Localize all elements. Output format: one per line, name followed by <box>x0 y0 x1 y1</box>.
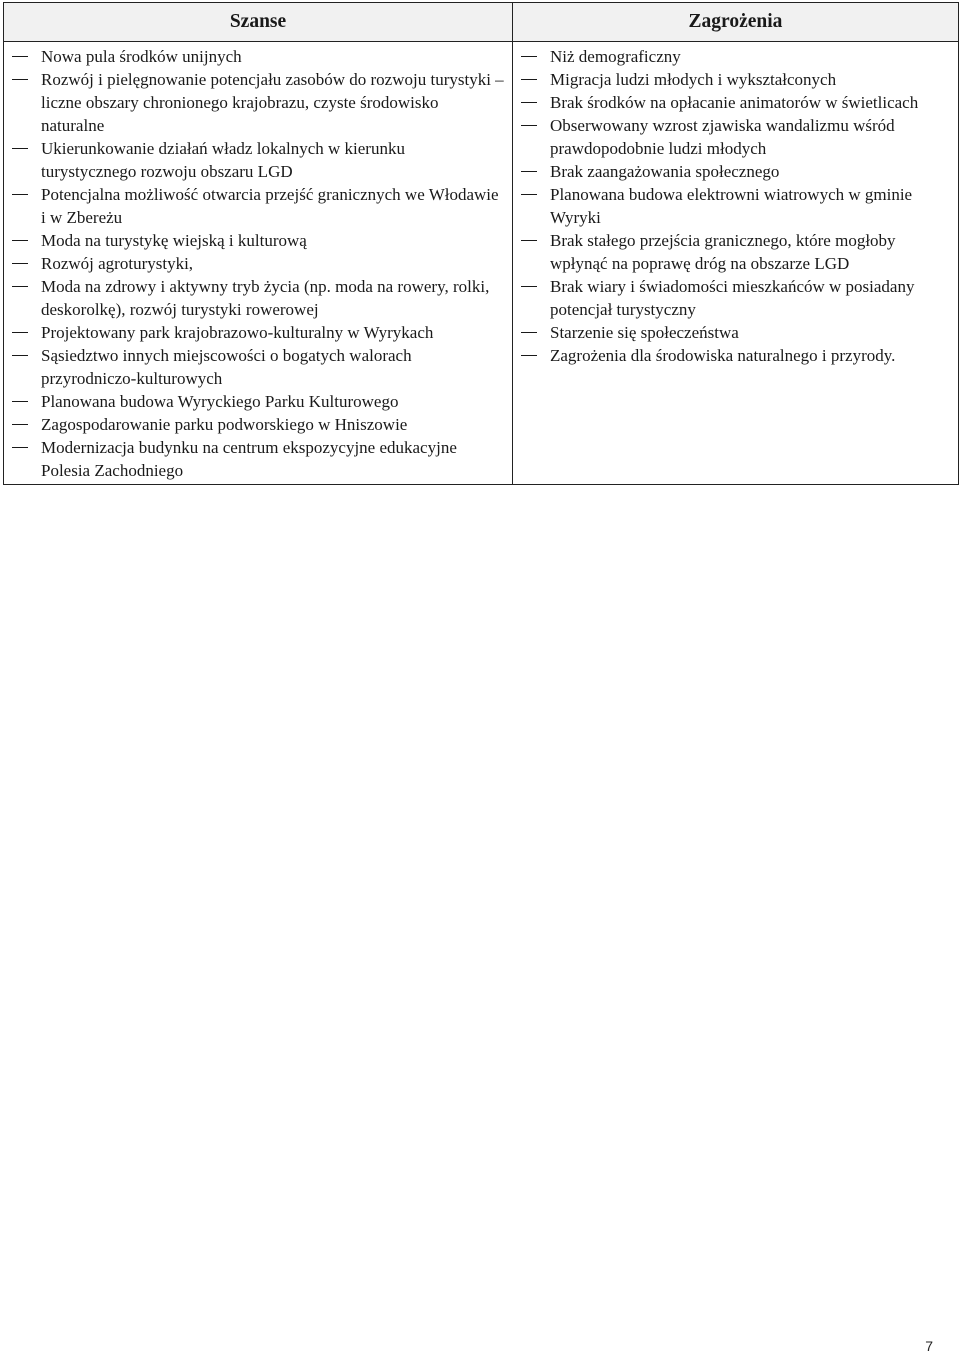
threat-item <box>521 68 950 91</box>
threats-list <box>521 45 950 367</box>
threat-item-text: Starzenie się społeczeństwa <box>550 323 739 342</box>
dash-bullet-icon <box>12 56 28 57</box>
opportunity-item <box>12 436 504 482</box>
opportunity-item <box>12 183 504 229</box>
table-row <box>4 42 959 485</box>
opportunity-item-text: Projektowany park krajobrazowo-kulturalny w Wyrykach <box>41 323 434 342</box>
dash-bullet-icon <box>12 263 28 264</box>
opportunity-item-text: Moda na turystykę wiejską i kulturową <box>41 231 307 250</box>
dash-bullet-icon <box>521 194 537 195</box>
dash-bullet-icon <box>12 355 28 356</box>
dash-bullet-icon <box>521 102 537 103</box>
opportunity-item <box>12 275 504 321</box>
threat-item-text: Migracja ludzi młodych i wykształconych <box>550 70 837 89</box>
page-number: 7 <box>925 1338 933 1354</box>
dash-bullet-icon <box>521 332 537 333</box>
dash-bullet-icon <box>521 355 537 356</box>
opportunity-item-text: Nowa pula środków unijnych <box>41 47 242 66</box>
opportunity-item-text: Rozwój i pielęgnowanie potencjału zasobów do rozwoju turystyki – liczne obszary chronionego krajobrazu, czyste środowisko naturalne <box>41 70 504 135</box>
opportunity-item-text: Ukierunkowanie działań władz lokalnych w kierunku turystycznego rozwoju obszaru LGD <box>41 139 405 181</box>
opportunities-list <box>12 45 504 482</box>
threat-item <box>521 114 950 160</box>
threat-item <box>521 275 950 321</box>
dash-bullet-icon <box>521 125 537 126</box>
dash-bullet-icon <box>12 424 28 425</box>
opportunity-item <box>12 137 504 183</box>
dash-bullet-icon <box>12 447 28 448</box>
swot-table <box>3 2 959 485</box>
threats-header: Zagrożenia <box>513 3 959 42</box>
opportunity-item <box>12 390 504 413</box>
dash-bullet-icon <box>521 171 537 172</box>
opportunity-item <box>12 321 504 344</box>
opportunity-item <box>12 252 504 275</box>
opportunity-item <box>12 68 504 137</box>
threat-item-text: Brak zaangażowania społecznego <box>550 162 780 181</box>
dash-bullet-icon <box>12 79 28 80</box>
threats-cell <box>513 42 959 485</box>
dash-bullet-icon <box>521 79 537 80</box>
opportunity-item-text: Rozwój agroturystyki, <box>41 254 194 273</box>
opportunity-item-text: Moda na zdrowy i aktywny tryb życia (np. moda na rowery, rolki, deskorolkę), rozwój turystyki rowerowej <box>41 277 490 319</box>
opportunity-item <box>12 413 504 436</box>
threat-item <box>521 183 950 229</box>
threat-item <box>521 45 950 68</box>
dash-bullet-icon <box>12 286 28 287</box>
opportunity-item-text: Planowana budowa Wyryckiego Parku Kulturowego <box>41 392 399 411</box>
dash-bullet-icon <box>521 240 537 241</box>
threat-item-text: Brak środków na opłacanie animatorów w świetlicach <box>550 93 919 112</box>
opportunity-item-text: Potencjalna możliwość otwarcia przejść granicznych we Włodawie i w Zbereżu <box>41 185 499 227</box>
threat-item <box>521 160 950 183</box>
opportunities-header: Szanse <box>4 3 513 42</box>
threat-item-text: Obserwowany wzrost zjawiska wandalizmu wśród prawdopodobnie ludzi młodych <box>550 116 895 158</box>
opportunity-item <box>12 45 504 68</box>
threat-item <box>521 229 950 275</box>
dash-bullet-icon <box>521 56 537 57</box>
threat-item-text: Brak wiary i świadomości mieszkańców w posiadany potencjał turystyczny <box>550 277 915 319</box>
opportunities-cell <box>4 42 513 485</box>
dash-bullet-icon <box>12 240 28 241</box>
opportunity-item-text: Zagospodarowanie parku podworskiego w Hniszowie <box>41 415 408 434</box>
threat-item <box>521 344 950 367</box>
opportunity-item <box>12 344 504 390</box>
dash-bullet-icon <box>12 332 28 333</box>
opportunity-item <box>12 229 504 252</box>
threat-item-text: Brak stałego przejścia granicznego, które mogłoby wpłynąć na poprawę dróg na obszarze LGD <box>550 231 896 273</box>
dash-bullet-icon <box>12 194 28 195</box>
dash-bullet-icon <box>12 401 28 402</box>
threat-item-text: Zagrożenia dla środowiska naturalnego i przyrody. <box>550 346 896 365</box>
threat-item <box>521 321 950 344</box>
opportunity-item-text: Sąsiedztwo innych miejscowości o bogatych walorach przyrodniczo-kulturowych <box>41 346 412 388</box>
threat-item <box>521 91 950 114</box>
threat-item-text: Planowana budowa elektrowni wiatrowych w gminie Wyryki <box>550 185 913 227</box>
dash-bullet-icon <box>521 286 537 287</box>
opportunity-item-text: Modernizacja budynku na centrum ekspozycyjne edukacyjne Polesia Zachodniego <box>41 438 457 480</box>
table-header-row <box>4 3 959 42</box>
dash-bullet-icon <box>12 148 28 149</box>
threat-item-text: Niż demograficzny <box>550 47 681 66</box>
